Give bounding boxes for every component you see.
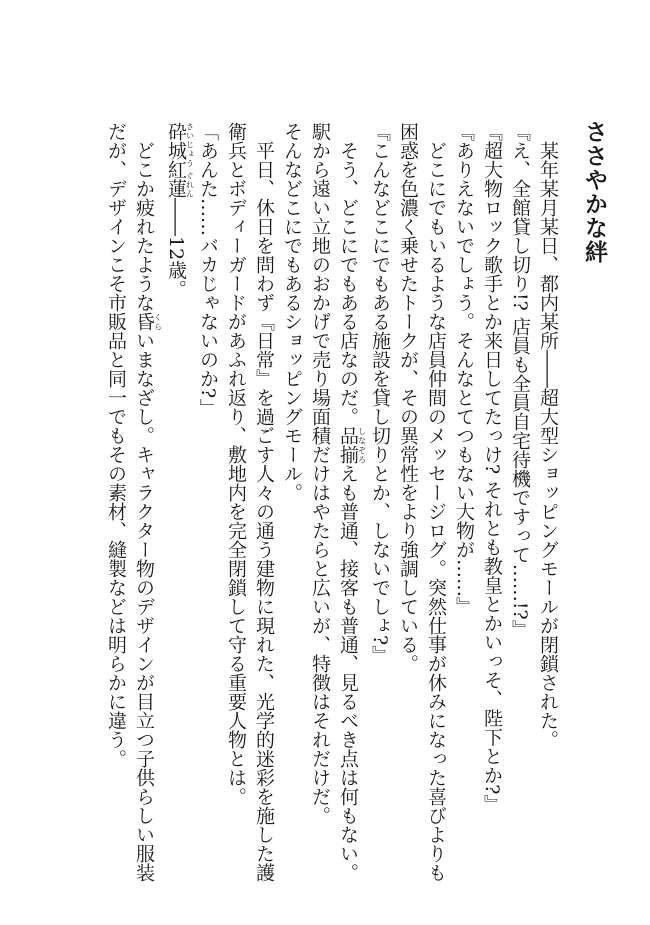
paragraph: そんなどこにでもあるショッピングモール。	[281, 122, 303, 502]
ruby-annotation: 昏くら	[133, 312, 163, 331]
paragraph: 『こんなどこにでもある施設を貸し切りとか、しないでしょ?』	[369, 122, 391, 665]
paragraph: 衛兵とボディーガードがあふれ返り、敷地内を完全閉鎖して守る重要人物とは。	[225, 122, 247, 806]
paragraph: 砕城紅蓮さいじょう ぐれん――12歳。	[165, 122, 195, 299]
body-text	[102, 122, 562, 882]
chapter-title: ささやかな絆	[581, 120, 607, 264]
paragraph: 困惑を色濃く乗せたトークが、その異常性をより強調している。	[397, 122, 419, 673]
paragraph: 駅から遠い立地のおかげで売り場面積だけはやたらと広いが、特徴はそれだけだ。	[309, 122, 331, 825]
ruby-annotation: 砕城紅蓮さいじょう ぐれん	[165, 122, 195, 198]
paragraph: 「あんた……バカじゃないのか?」	[197, 122, 219, 418]
paragraph: どこにでもいるような店員仲間のメッセージログ。突然仕事が休みになった喜びよりも	[425, 141, 447, 882]
paragraph: 平日、休日を問わず『日常』を過ごす人々の通う建物に現れた、光学的迷彩を施した護	[253, 141, 275, 882]
paragraph: 『え、全館貸し切り!? 店員も全員自宅待機ですって……!?』	[509, 122, 531, 639]
ruby-annotation: 品揃しなぞろ	[337, 426, 367, 464]
paragraph: 『ありえないでしょう。そんなとてつもない大物が……』	[453, 122, 475, 616]
paragraph: 『超大物ロック歌手とか来日してたっけ? それとも教皇とかいっそ、陛下とか?』	[481, 122, 503, 814]
paragraph: どこか疲れたような昏くらいまなざし。キャラクター物のデザインが目立つ子供らしい服装	[133, 141, 163, 882]
paragraph: だが、デザインこそ市販品と同一でもその素材、縫製などは明らかに違う。	[105, 122, 127, 768]
paragraph: 某年某月某日、都内某所――超大型ショッピングモールが閉鎖された。	[537, 141, 559, 749]
paragraph: そう、どこにでもある店なのだ。品揃しなぞろえも普通、接客も普通、見るべき点は何もない。	[337, 141, 367, 882]
